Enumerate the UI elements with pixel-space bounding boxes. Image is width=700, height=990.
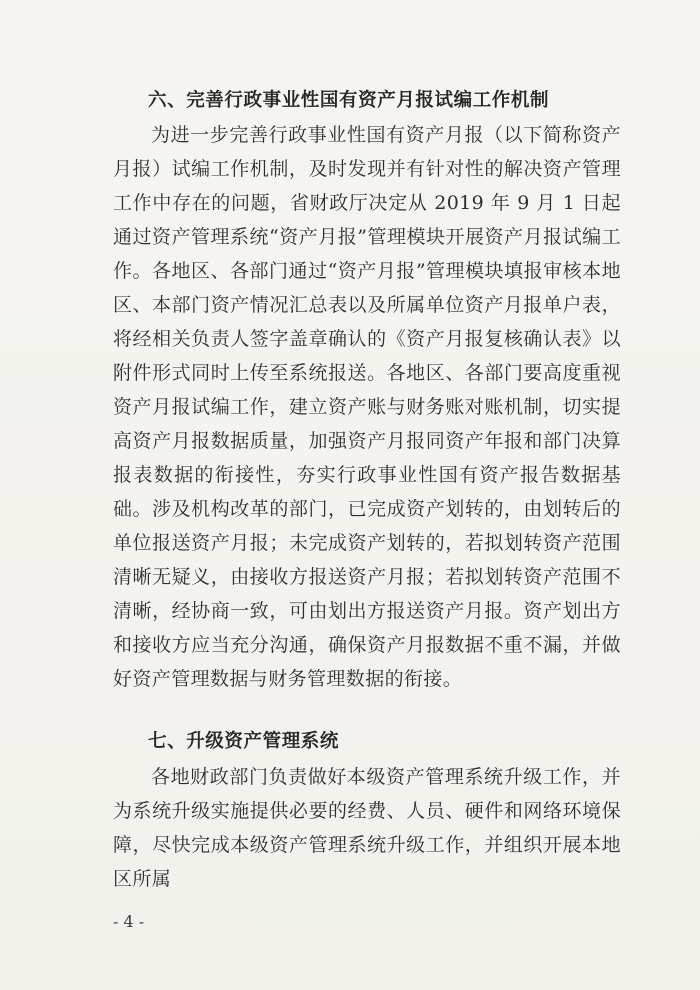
page-number: - 4 -	[113, 912, 145, 931]
section-six-heading: 六、完善行政事业性国有资产月报试编工作机制	[148, 90, 550, 111]
section-six-paragraph: 为进一步完善行政事业性国有资产月报（以下简称资产月报）试编工作机制，及时发现并有针对性的解决资产管理工作中存在的问题，省财政厅决定从 2019 年 9 月 1 日起通过资产管理系统“资产月报”管理模块开展资产月报试编工作。各地区、各部门通过“资产月报”管理模块填报审核本地区、本部门资产情况汇总表以及所属单位资产月报单户表，将经相关负责人签字盖章确认的《资产月报复核确认表》以附件形式同时上传至系统报送。各地区、各部门要高度重视资产月报试编工作，建立资产账与财务账对账机制，切实提高资产月报数据质量，加强资产月报同资产年报和部门决算报表数据的衔接性，夯实行政事业性国有资产报告数据基础。涉及机构改革的部门，已完成资产划转的，由划转后的单位报送资产月报；未完成资产划转的，若拟划转资产范围清晰无疑义，由接收方报送资产月报；若拟划转资产范围不清晰，经协商一致，可由划出方报送资产月报。资产划出方和接收方应当充分沟通，确保资产月报数据不重不漏，并做好资产管理数据与财务管理数据的衔接。	[113, 124, 621, 690]
section-seven-paragraph: 各地财政部门负责做好本级资产管理系统升级工作，并为系统升级实施提供必要的经费、人员、硬件和网络环境保障，尽快完成本级资产管理系统升级工作，并组织开展本地区所属	[113, 766, 621, 890]
section-seven-heading: 七、升级资产管理系统	[148, 731, 340, 752]
